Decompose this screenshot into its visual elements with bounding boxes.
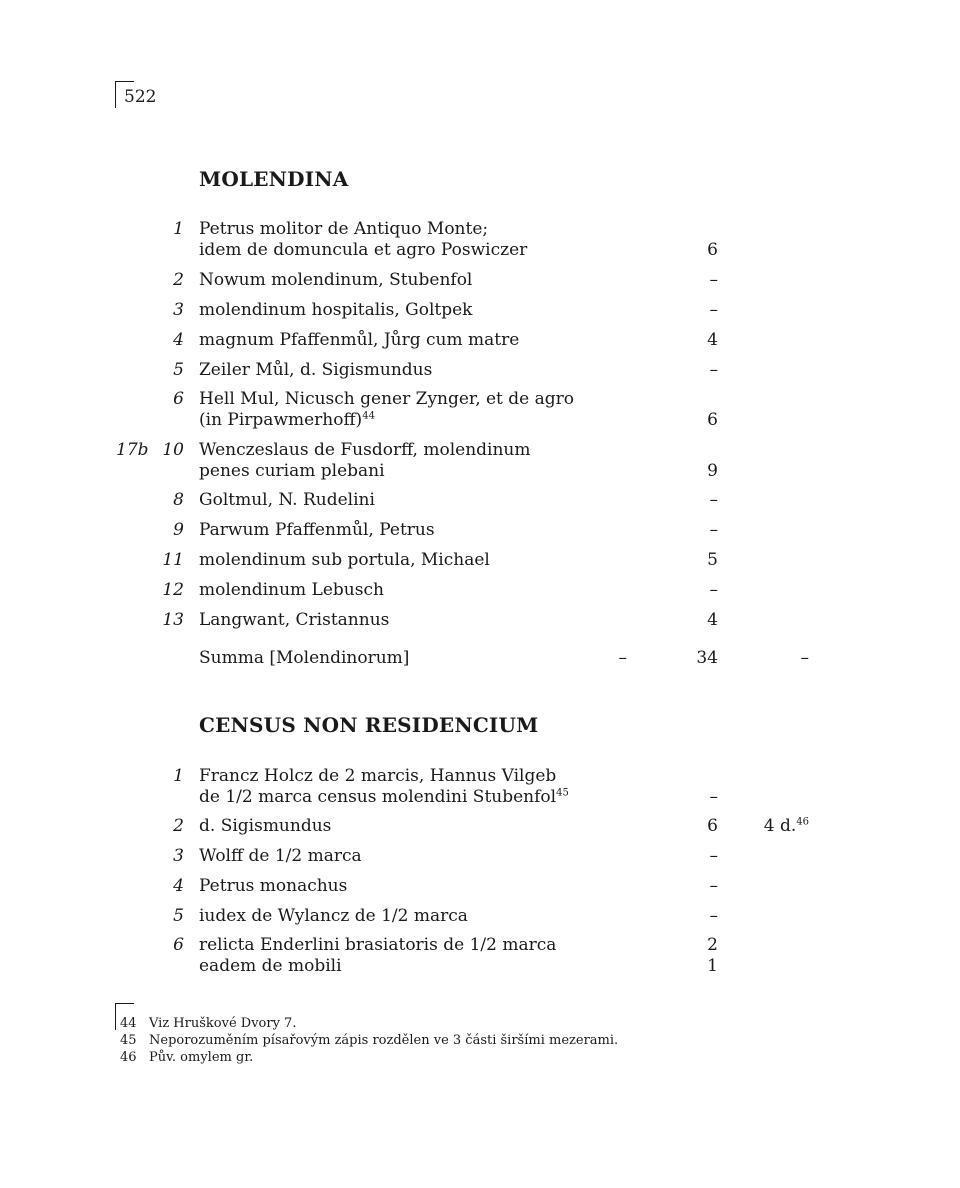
footnote: 44 Viz Hruškové Dvory 7. <box>120 1016 297 1031</box>
manuscript-folio: 17b <box>116 440 149 460</box>
footnotes <box>120 1015 618 1066</box>
footnote-ref: 45 <box>556 787 569 799</box>
footnote: 45 Neporozuměním písařovým zápis rozdělen ve 3 části širšími mezerami. <box>120 1033 619 1048</box>
footnote-ref: 44 <box>362 410 375 422</box>
page-number: 522 <box>124 87 157 107</box>
footnote-ref: 46 <box>796 816 809 828</box>
section-title-census: CENSUS NON RESIDENCIUM <box>199 713 539 737</box>
section-title-molendina: MOLENDINA <box>199 167 349 191</box>
footnote: 46 Pův. omylem gr. <box>120 1050 254 1065</box>
